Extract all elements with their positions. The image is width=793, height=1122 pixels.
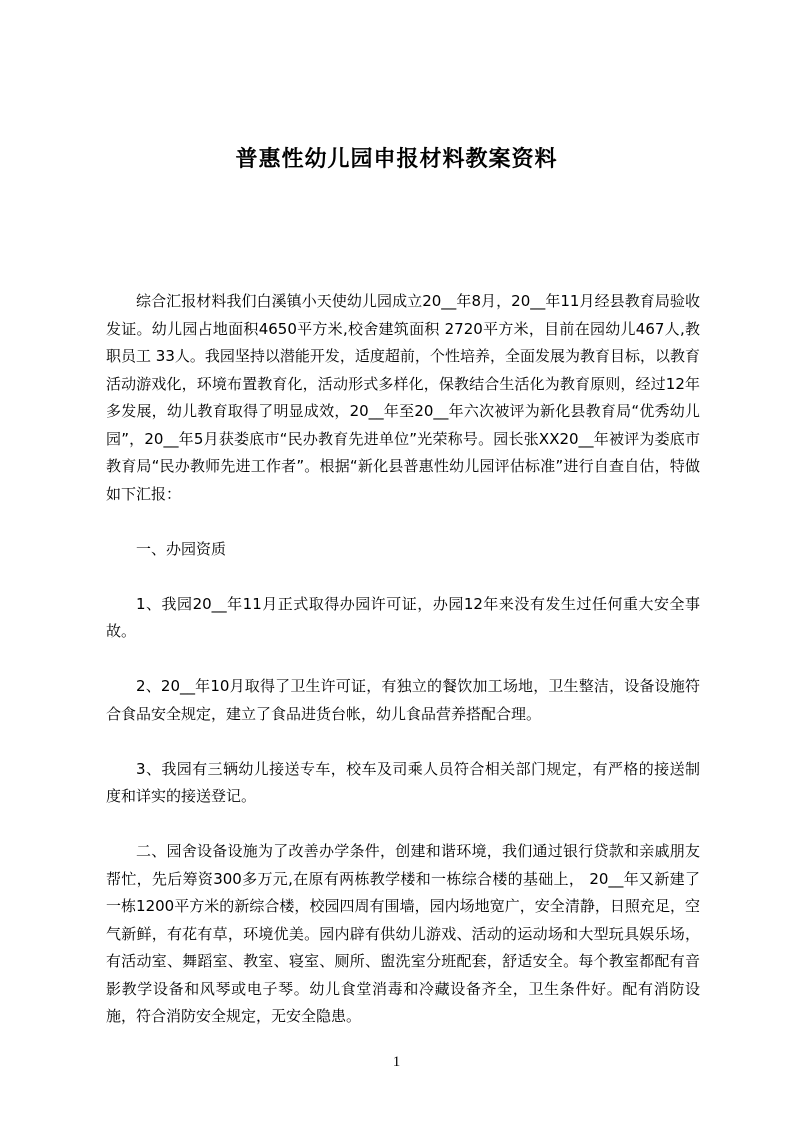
paragraph-gap [106,563,700,591]
intro-paragraph: 综合汇报材料我们白溪镇小天使幼儿园成立20__年8月，20__年11月经县教育局验收发证。幼儿园占地面积4650平方米,校舍建筑面积 2720平方米，目前在园幼儿467人,教职员工 33人。我园坚持以潜能开发，适度超前，个性培养，全面发展为教育目标，以教育活动游戏化，环境布置教育化，活动形式多样化，保教结合生活化为教育原则，经过12年多发展，幼儿教育取得了明显成效，20__年至20__年六次被评为新化县教育局“优秀幼儿园”，20__年5月获娄底市“民办教育先进单位”光荣称号。园长张XX20__年被评为娄底市教育局“民办教师先进工作者”。根据“新化县普惠性幼儿园评估标准”进行自查自估，特做如下汇报： [106,292,700,503]
page-number: 1 [392,1054,401,1070]
paragraph-gap [106,811,700,839]
facilities-paragraph: 二、园舍设备设施为了改善办学条件，创建和谐环境，我们通过银行贷款和亲戚朋友帮忙，先后筹资300多万元,在原有两栋教学楼和一栋综合楼的基础上， 20__年又新建了一栋1200平方米的新综合楼，校园四周有围墙，园内场地宽广，安全清静，日照充足，空气新鲜，有花有草，环境优美。园内辟有供幼儿游戏、活动的运动场和大型玩具娱乐场，有活动室、舞蹈室、教室、寝室、厕所、盥洗室分班配套，舒适安全。每个教室都配有音影教学设备和风琴或电子琴。幼儿食堂消毒和冷藏设备齐全，卫生条件好。配有消防设施，符合消防安全规定，无安全隐患。 [106,842,700,1025]
qualification-item-2: 2、20__年10月取得了卫生许可证，有独立的餐饮加工场地，卫生整洁，设备设施符合食品安全规定，建立了食品进货台帐，幼儿食品营养搭配合理。 [106,677,700,723]
document-body [106,288,700,1031]
page-title: 普惠性幼儿园申报材料教案资料 [235,147,558,172]
paragraph-gap [106,728,700,756]
paragraph-gap [106,508,700,536]
qualification-item-1: 1、我园20__年11月正式取得办园许可证，办园12年来没有发生过任何重大安全事故。 [106,594,700,640]
section-heading-qualification: 一、办园资质 [136,539,227,558]
paragraph-gap [106,646,700,674]
qualification-item-3: 3、我园有三辆幼儿接送专车，校车及司乘人员符合相关部门规定，有严格的接送制度和详实的接送登记。 [106,759,700,805]
